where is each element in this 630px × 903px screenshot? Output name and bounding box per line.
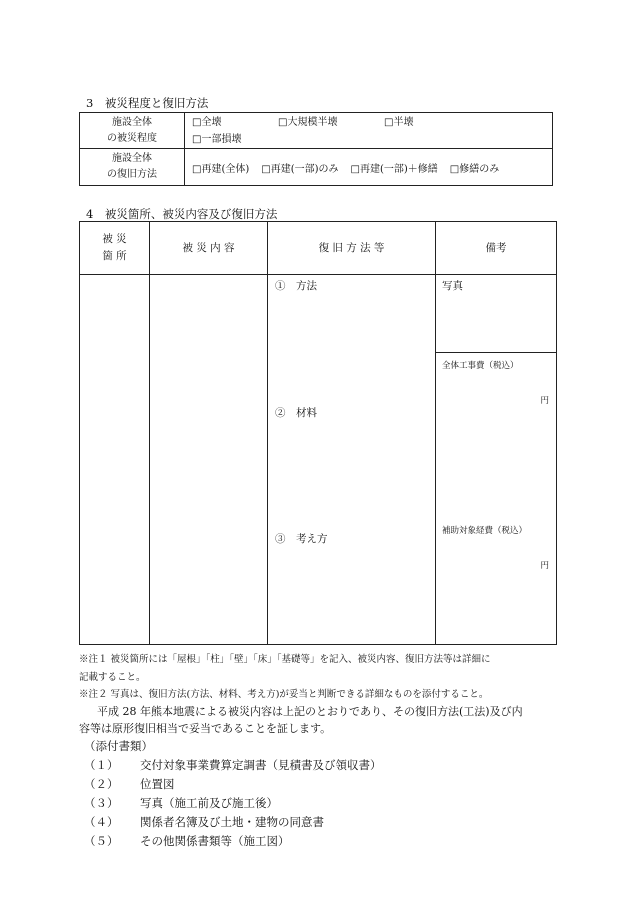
total-cost-unit: 円 [540, 396, 549, 406]
restoration-method-options [185, 149, 553, 186]
damage-detail-table [79, 221, 557, 645]
section3-title: 3 被災程度と復旧方法 [86, 96, 209, 110]
attachment-number: （１） [84, 758, 119, 772]
checkbox-partial-damage[interactable]: □一部損壊 [192, 133, 242, 145]
attachments-heading: （添付書類） [84, 739, 153, 753]
remarks-cell [436, 275, 557, 645]
header-restoration-method: 復 旧 方 法 等 [268, 222, 436, 275]
checkbox-repair-only[interactable]: □修繕のみ [449, 163, 500, 175]
attachment-item [84, 776, 175, 792]
remarks-divider [436, 352, 556, 353]
section4-title: 4 被災箇所、被災内容及び復旧方法 [86, 207, 278, 221]
subsidy-cost-label: 補助対象経費（税込） [442, 526, 528, 536]
method-item-method: ① 方法 [275, 280, 317, 292]
header-damage-location [80, 222, 150, 275]
label-line: 施設全体 [112, 153, 152, 164]
certification-line-1: 平成 28 年熊本地震による被災内容は上記のとおりであり、その復旧方法(工法)及び内 [86, 705, 523, 718]
attachment-number: （４） [84, 815, 119, 829]
checkbox-rebuild-partial-plus-repair[interactable]: □再建(一部)＋修繕 [350, 163, 438, 175]
checkbox-large-scale-half-destruction[interactable]: □大規模半壊 [278, 116, 338, 128]
damage-content-cell[interactable] [150, 275, 268, 645]
method-item-material: ② 材料 [275, 407, 317, 419]
checkbox-rebuild-whole[interactable]: □再建(全体) [192, 163, 250, 175]
label-line: の被災程度 [107, 132, 157, 144]
subsidy-cost-unit: 円 [540, 561, 549, 571]
checkbox-half-destruction[interactable]: □半壊 [384, 116, 414, 128]
header-damage-content: 被 災 内 容 [150, 222, 268, 275]
header-line: 箇 所 [102, 250, 127, 262]
damage-level-label [80, 113, 185, 149]
restoration-method-label [80, 149, 185, 186]
photo-label: 写真 [442, 280, 463, 292]
total-cost-label: 全体工事費（税込） [442, 361, 519, 371]
header-remarks: 備考 [436, 222, 557, 275]
attachment-number: （２） [84, 777, 119, 791]
attachment-number: （５） [84, 834, 119, 848]
restoration-method-cell[interactable] [268, 275, 436, 645]
method-item-approach: ③ 考え方 [275, 533, 328, 545]
damage-level-table [79, 112, 553, 186]
header-line: 被 災 [102, 233, 127, 245]
header-row [80, 222, 557, 275]
note-1-line-2: 記載すること。 [79, 672, 146, 683]
attachment-item [84, 795, 278, 811]
note-2: ※注２ 写真は、復旧方法(方法、材料、考え方)が妥当と判断できる詳細なものを添付すること。 [79, 689, 489, 700]
damage-level-options [185, 113, 553, 149]
label-line: 施設全体 [112, 116, 152, 128]
checkbox-full-destruction[interactable]: □全壊 [192, 116, 222, 128]
attachment-item [84, 757, 382, 773]
attachment-number: （３） [84, 796, 119, 810]
damage-level-row [80, 113, 553, 149]
attachment-text: 交付対象事業費算定調書（見積書及び領収書） [140, 758, 382, 772]
certification-line-2: 容等は原形復旧相当で妥当であることを証します。 [79, 722, 332, 735]
label-line: の復旧方法 [107, 169, 157, 180]
damage-location-cell[interactable] [80, 275, 150, 645]
attachment-text: その他関係書類等（施工図） [140, 834, 290, 848]
attachment-text: 位置図 [140, 777, 175, 791]
body-row [80, 275, 557, 645]
attachment-text: 写真（施工前及び施工後） [140, 796, 278, 810]
checkbox-rebuild-partial-only[interactable]: □再建(一部)のみ [261, 163, 339, 175]
attachment-item [84, 814, 324, 830]
attachment-text: 関係者名簿及び土地・建物の同意書 [140, 815, 324, 829]
restoration-method-row [80, 149, 553, 186]
attachment-item [84, 833, 290, 849]
note-1-line-1: ※注１ 被災箇所には「屋根」「柱」「壁」「床」「基礎等」を記入、被災内容、復旧方法等は詳細に [79, 654, 491, 665]
